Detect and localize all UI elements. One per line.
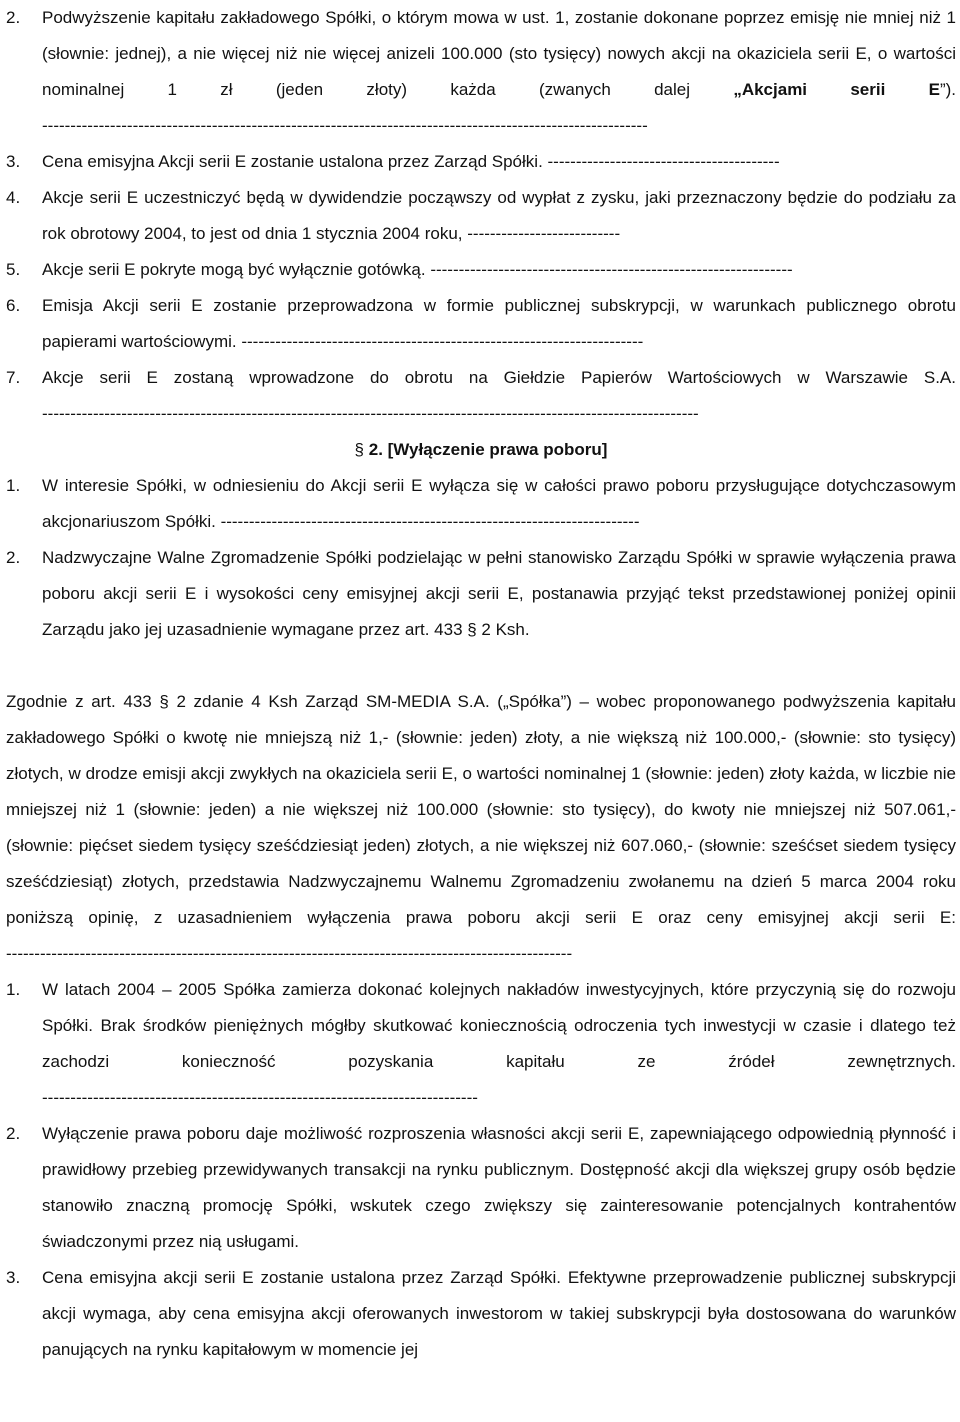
dash-filler: -----------------------------------------------------------------------: [241, 332, 644, 351]
item-text: W interesie Spółki, w odniesieniu do Akcji serii E wyłącza się w całości prawo poboru przysługujące dotychczasowym akcjonariuszom Spółki.: [42, 476, 956, 531]
dash-filler: -----------------------------------------: [547, 152, 780, 171]
dash-filler: ----------------------------------------------------------------------------------------------------: [6, 944, 573, 963]
reason-item-1: [6, 972, 956, 1116]
paragraph-gap: [6, 648, 956, 684]
reason-item-3: [6, 1260, 956, 1368]
clause-item-3: [6, 144, 956, 180]
item-number: 3.: [6, 1268, 21, 1287]
item-text: Podwyższenie kapitału zakładowego Spółki, o którym mowa w ust. 1, zostanie dokonane poprzez emisję nie mniej niż 1 (słownie: jednej), a nie więcej niż nie więcej anizeli 100.000 (sto tysięcy) nowych akcji na okaziciela serii E, o wartości nominalnej 1 zł (jeden złoty) każda (zwanych dalej: [42, 8, 956, 99]
clause-item-4: [6, 180, 956, 252]
item-number: 1.: [6, 476, 21, 495]
item-number: 6.: [6, 296, 21, 315]
clause-item-mid-2: [6, 540, 956, 648]
item-number: 3.: [6, 152, 21, 171]
item-text: Cena emisyjna akcji serii E zostanie ustalona przez Zarząd Spółki. Efektywne przeprowadzenie publicznej subskrypcji akcji wymaga, aby cena emisyjna akcji oferowanych inwestorom w takiej subskrypcji była dostosowana do warunków panujących na rynku kapitałowym w momencie jej: [42, 1268, 956, 1359]
clause-item-mid-1: [6, 468, 956, 540]
opinion-paragraph: [6, 684, 956, 972]
item-number: 5.: [6, 260, 21, 279]
item-text: Nadzwyczajne Walne Zgromadzenie Spółki podzielając w pełni stanowisko Zarządu Spółki w sprawie wyłączenia prawa poboru akcji serii E i wysokości ceny emisyjnej akcji serii E, postanawia przyjąć tekst przedstawionej poniżej opinii Zarządu jako jej uzasadnienie wymagane przez art. 433 § 2 Ksh.: [42, 548, 956, 639]
dash-filler: ---------------------------: [467, 224, 621, 243]
item-text: Akcje serii E zostaną wprowadzone do obrotu na Giełdzie Papierów Wartościowych w Warszawie S.A.: [42, 368, 956, 387]
item-text: W latach 2004 – 2005 Spółka zamierza dokonać kolejnych nakładów inwestycyjnych, które przyczynią się do rozwoju Spółki. Brak środków pieniężnych mógłby skutkować koniecznością odroczenia tych inwestycji w czasie i dlatego też zachodzi konieczność pozyskania kapitału ze źródeł zewnętrznych.: [42, 980, 956, 1071]
item-number: 4.: [6, 188, 21, 207]
dash-filler: -----------------------------------------------------------------------------------------------------------: [42, 116, 648, 135]
item-text: Wyłączenie prawa poboru daje możliwość rozproszenia własności akcji serii E, zapewniającego odpowiednią płynność i prawidłowy przebieg przewidywanych transakcji na rynku publicznym. Dostępność akcji dla większej grupy osób będzie stanowiło znaczną promocję Spółki, wskutek czego zwiększy się zainteresowanie potencjalnych kontrahentów świadczonymi przez nią usługami.: [42, 1124, 956, 1251]
dash-filler: ----------------------------------------------------------------: [430, 260, 793, 279]
clause-item-5: [6, 252, 956, 288]
dash-filler: --------------------------------------------------------------------------------------------------------------------: [42, 404, 699, 423]
reason-item-2: [6, 1116, 956, 1260]
defined-term: „Akcjami serii E: [733, 80, 940, 99]
item-number: 2.: [6, 8, 21, 27]
clause-item-7: [6, 360, 956, 432]
item-number: 2.: [6, 1124, 21, 1143]
section-heading: [6, 432, 956, 468]
opinion-text: Zgodnie z art. 433 § 2 zdanie 4 Ksh Zarząd SM-MEDIA S.A. („Spółka”) – wobec proponowanego podwyższenia kapitału zakładowego Spółki o kwotę nie mniejszą niż 1,- (słownie: jeden) złoty, a nie większą niż 100.000,- (słownie: sto tysięcy) złotych, w drodze emisji akcji zwykłych na okaziciela serii E, o wartości nominalnej 1 (słownie: jeden) złoty każda, w liczbie nie mniejszej niż 1 (słownie: jeden) a nie większej niż 100.000 (słownie: sto tysięcy), do kwoty nie mniejszej niż 507.061,- (słownie: pięćset siedem tysięcy sześćdziesiąt jeden) złotych, a nie większej niż 607.060,- (słownie: sześćset siedem tysięcy sześćdziesiąt) złotych, przedstawia Nadzwyczajnemu Walnemu Zgromadzeniu zwołanemu na dzień 5 marca 2004 roku poniższą opinię, z uzasadnieniem wyłączenia prawa poboru akcji serii E oraz ceny emisyjnej akcji serii E:: [6, 692, 956, 927]
section-heading-text: 2. [Wyłączenie prawa poboru]: [368, 440, 608, 459]
item-text: Akcje serii E pokryte mogą być wyłącznie gotówką.: [42, 260, 431, 279]
item-number: 7.: [6, 368, 21, 387]
item-text-tail: ”).: [939, 80, 956, 99]
document-page: [6, 0, 956, 1368]
item-number: 1.: [6, 980, 21, 999]
dash-filler: -----------------------------------------------------------------------------: [42, 1088, 478, 1107]
item-number: 2.: [6, 548, 21, 567]
section-sign: §: [354, 440, 365, 459]
item-text: Cena emisyjna Akcji serii E zostanie ustalona przez Zarząd Spółki.: [42, 152, 548, 171]
clause-item-6: [6, 288, 956, 360]
item-text: Akcje serii E uczestniczyć będą w dywidendzie począwszy od wypłat z zysku, jaki przeznaczony będzie do podziału za rok obrotowy 2004, to jest od dnia 1 stycznia 2004 roku,: [42, 188, 956, 243]
clause-item-2: [6, 0, 956, 144]
item-text: Emisja Akcji serii E zostanie przeprowadzona w formie publicznej subskrypcji, w warunkach publicznego obrotu papierami wartościowymi.: [42, 296, 956, 351]
dash-filler: --------------------------------------------------------------------------: [220, 512, 640, 531]
